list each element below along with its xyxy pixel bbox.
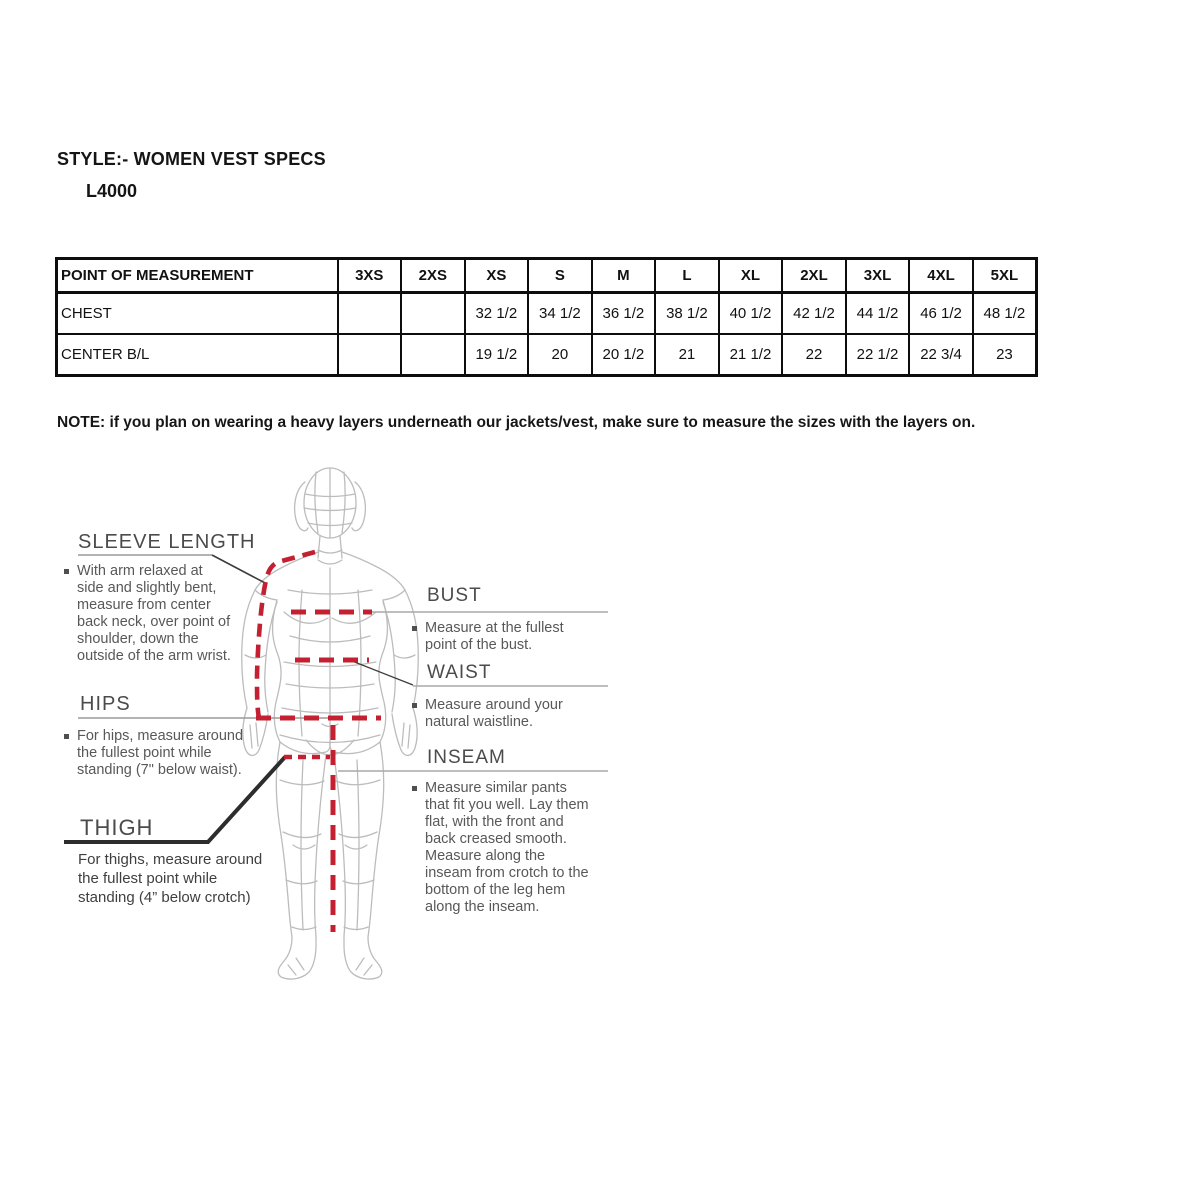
cell: 20 — [528, 334, 592, 376]
thigh-label: THIGH — [80, 815, 154, 840]
column-header: 2XL — [782, 259, 846, 293]
cell: 20 1/2 — [592, 334, 656, 376]
column-header: S — [528, 259, 592, 293]
row-label: CHEST — [57, 293, 338, 335]
cell: 40 1/2 — [719, 293, 783, 335]
thigh-description: For thighs, measure around the fullest point while standing (4” below crotch) — [78, 851, 263, 906]
column-header: 3XS — [338, 259, 402, 293]
cell: 22 3/4 — [909, 334, 973, 376]
size-spec-table — [55, 257, 1038, 377]
cell — [401, 334, 465, 376]
table-row — [57, 334, 1037, 376]
note-text: NOTE: if you plan on wearing a heavy layers underneath our jackets/vest, make sure to measure the sizes with the layers on. — [57, 413, 976, 431]
waist-desc-block — [412, 697, 567, 731]
style-code: L4000 — [86, 181, 138, 201]
column-header: L — [655, 259, 719, 293]
column-header: M — [592, 259, 656, 293]
cell: 21 1/2 — [719, 334, 783, 376]
bullet-square-icon — [412, 703, 417, 708]
table-header-row — [57, 259, 1037, 293]
sleeve-length-description: With arm relaxed at side and slightly bent, measure from center back neck, over point of shoulder, down the outside of the arm wrist. — [77, 563, 231, 664]
cell — [338, 334, 402, 376]
bullet-square-icon — [64, 569, 69, 574]
inseam-label: INSEAM — [427, 747, 506, 768]
hips-label: HIPS — [80, 693, 131, 715]
column-header: 2XS — [401, 259, 465, 293]
hips-desc-block — [64, 728, 244, 779]
column-header: XL — [719, 259, 783, 293]
cell: 22 — [782, 334, 846, 376]
cell: 44 1/2 — [846, 293, 910, 335]
cell: 32 1/2 — [465, 293, 529, 335]
cell — [338, 293, 402, 335]
bullet-square-icon — [412, 626, 417, 631]
column-header: 4XL — [909, 259, 973, 293]
cell — [401, 293, 465, 335]
cell: 19 1/2 — [465, 334, 529, 376]
table-row — [57, 293, 1037, 335]
cell: 38 1/2 — [655, 293, 719, 335]
bust-description: Measure at the fullest point of the bust. — [425, 620, 564, 653]
column-header: XS — [465, 259, 529, 293]
cell: 23 — [973, 334, 1037, 376]
bullet-square-icon — [64, 734, 69, 739]
cell: 46 1/2 — [909, 293, 973, 335]
thigh-desc-block — [78, 850, 263, 907]
bust-desc-block — [412, 620, 570, 654]
sleeve-length-label: SLEEVE LENGTH — [78, 531, 256, 553]
column-header: 3XL — [846, 259, 910, 293]
cell: 21 — [655, 334, 719, 376]
hips-description: For hips, measure around the fullest point while standing (7" below waist). — [77, 728, 244, 778]
column-header: 5XL — [973, 259, 1037, 293]
sleeve-length-desc-block — [64, 563, 232, 665]
inseam-desc-block — [412, 780, 594, 916]
cell: 34 1/2 — [528, 293, 592, 335]
cell: 48 1/2 — [973, 293, 1037, 335]
bust-label: BUST — [427, 585, 482, 606]
page-title: STYLE:- WOMEN VEST SPECS — [57, 149, 326, 169]
waist-label: WAIST — [427, 662, 492, 683]
cell: 22 1/2 — [846, 334, 910, 376]
row-label: CENTER B/L — [57, 334, 338, 376]
waist-description: Measure around your natural waistline. — [425, 697, 563, 730]
bullet-square-icon — [412, 786, 417, 791]
inseam-description: Measure similar pants that fit you well. Lay them flat, with the front and back creased smooth. Measure along the inseam from crotch to the bottom of the leg hem along the inseam. — [425, 780, 589, 915]
measurement-diagram — [0, 440, 700, 1040]
column-header: POINT OF MEASUREMENT — [57, 259, 338, 293]
cell: 42 1/2 — [782, 293, 846, 335]
cell: 36 1/2 — [592, 293, 656, 335]
